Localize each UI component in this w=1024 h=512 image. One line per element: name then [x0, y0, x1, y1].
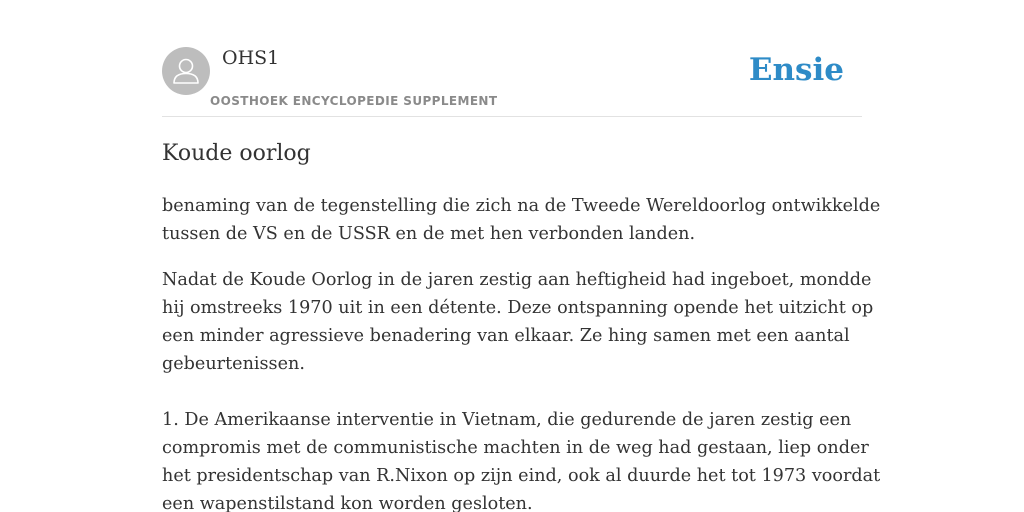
text-line: 1. De Amerikaanse interventie in Vietnam, die gedurende de jaren zestig een: [162, 410, 852, 430]
author-name[interactable]: OHS1: [222, 47, 280, 69]
text-line: een wapenstilstand kon worden gesloten.: [162, 494, 533, 512]
text-line: een minder agressieve benadering van elkaar. Ze hing samen met een aantal: [162, 326, 850, 346]
paragraph-vietnam: [162, 406, 881, 512]
paragraph-definition: [162, 192, 881, 248]
ensie-logo[interactable]: Ensie: [748, 52, 844, 88]
user-silhouette-icon: [162, 47, 210, 95]
article-body: [162, 192, 881, 512]
text-line: benaming van de tegenstelling die zich na de Tweede Wereldoorlog ontwikkelde: [162, 196, 881, 216]
article-header: [162, 46, 862, 117]
paragraph-detente: [162, 266, 874, 378]
text-line: gebeurtenissen.: [162, 354, 305, 374]
article-title: Koude oorlog: [162, 141, 311, 166]
text-line: het presidentschap van R.Nixon op zijn eind, ook al duurde het tot 1973 voordat: [162, 466, 881, 486]
text-line: Nadat de Koude Oorlog in de jaren zestig aan heftigheid had ingeboet, mondde: [162, 270, 872, 290]
text-line: compromis met de communistische machten in de weg had gestaan, liep onder: [162, 438, 869, 458]
avatar[interactable]: [162, 47, 210, 95]
text-line: tussen de VS en de USSR en de met hen verbonden landen.: [162, 224, 696, 244]
source-label[interactable]: OOSTHOEK ENCYCLOPEDIE SUPPLEMENT: [210, 94, 498, 108]
text-line: hij omstreeks 1970 uit in een détente. Deze ontspanning opende het uitzicht op: [162, 298, 874, 318]
